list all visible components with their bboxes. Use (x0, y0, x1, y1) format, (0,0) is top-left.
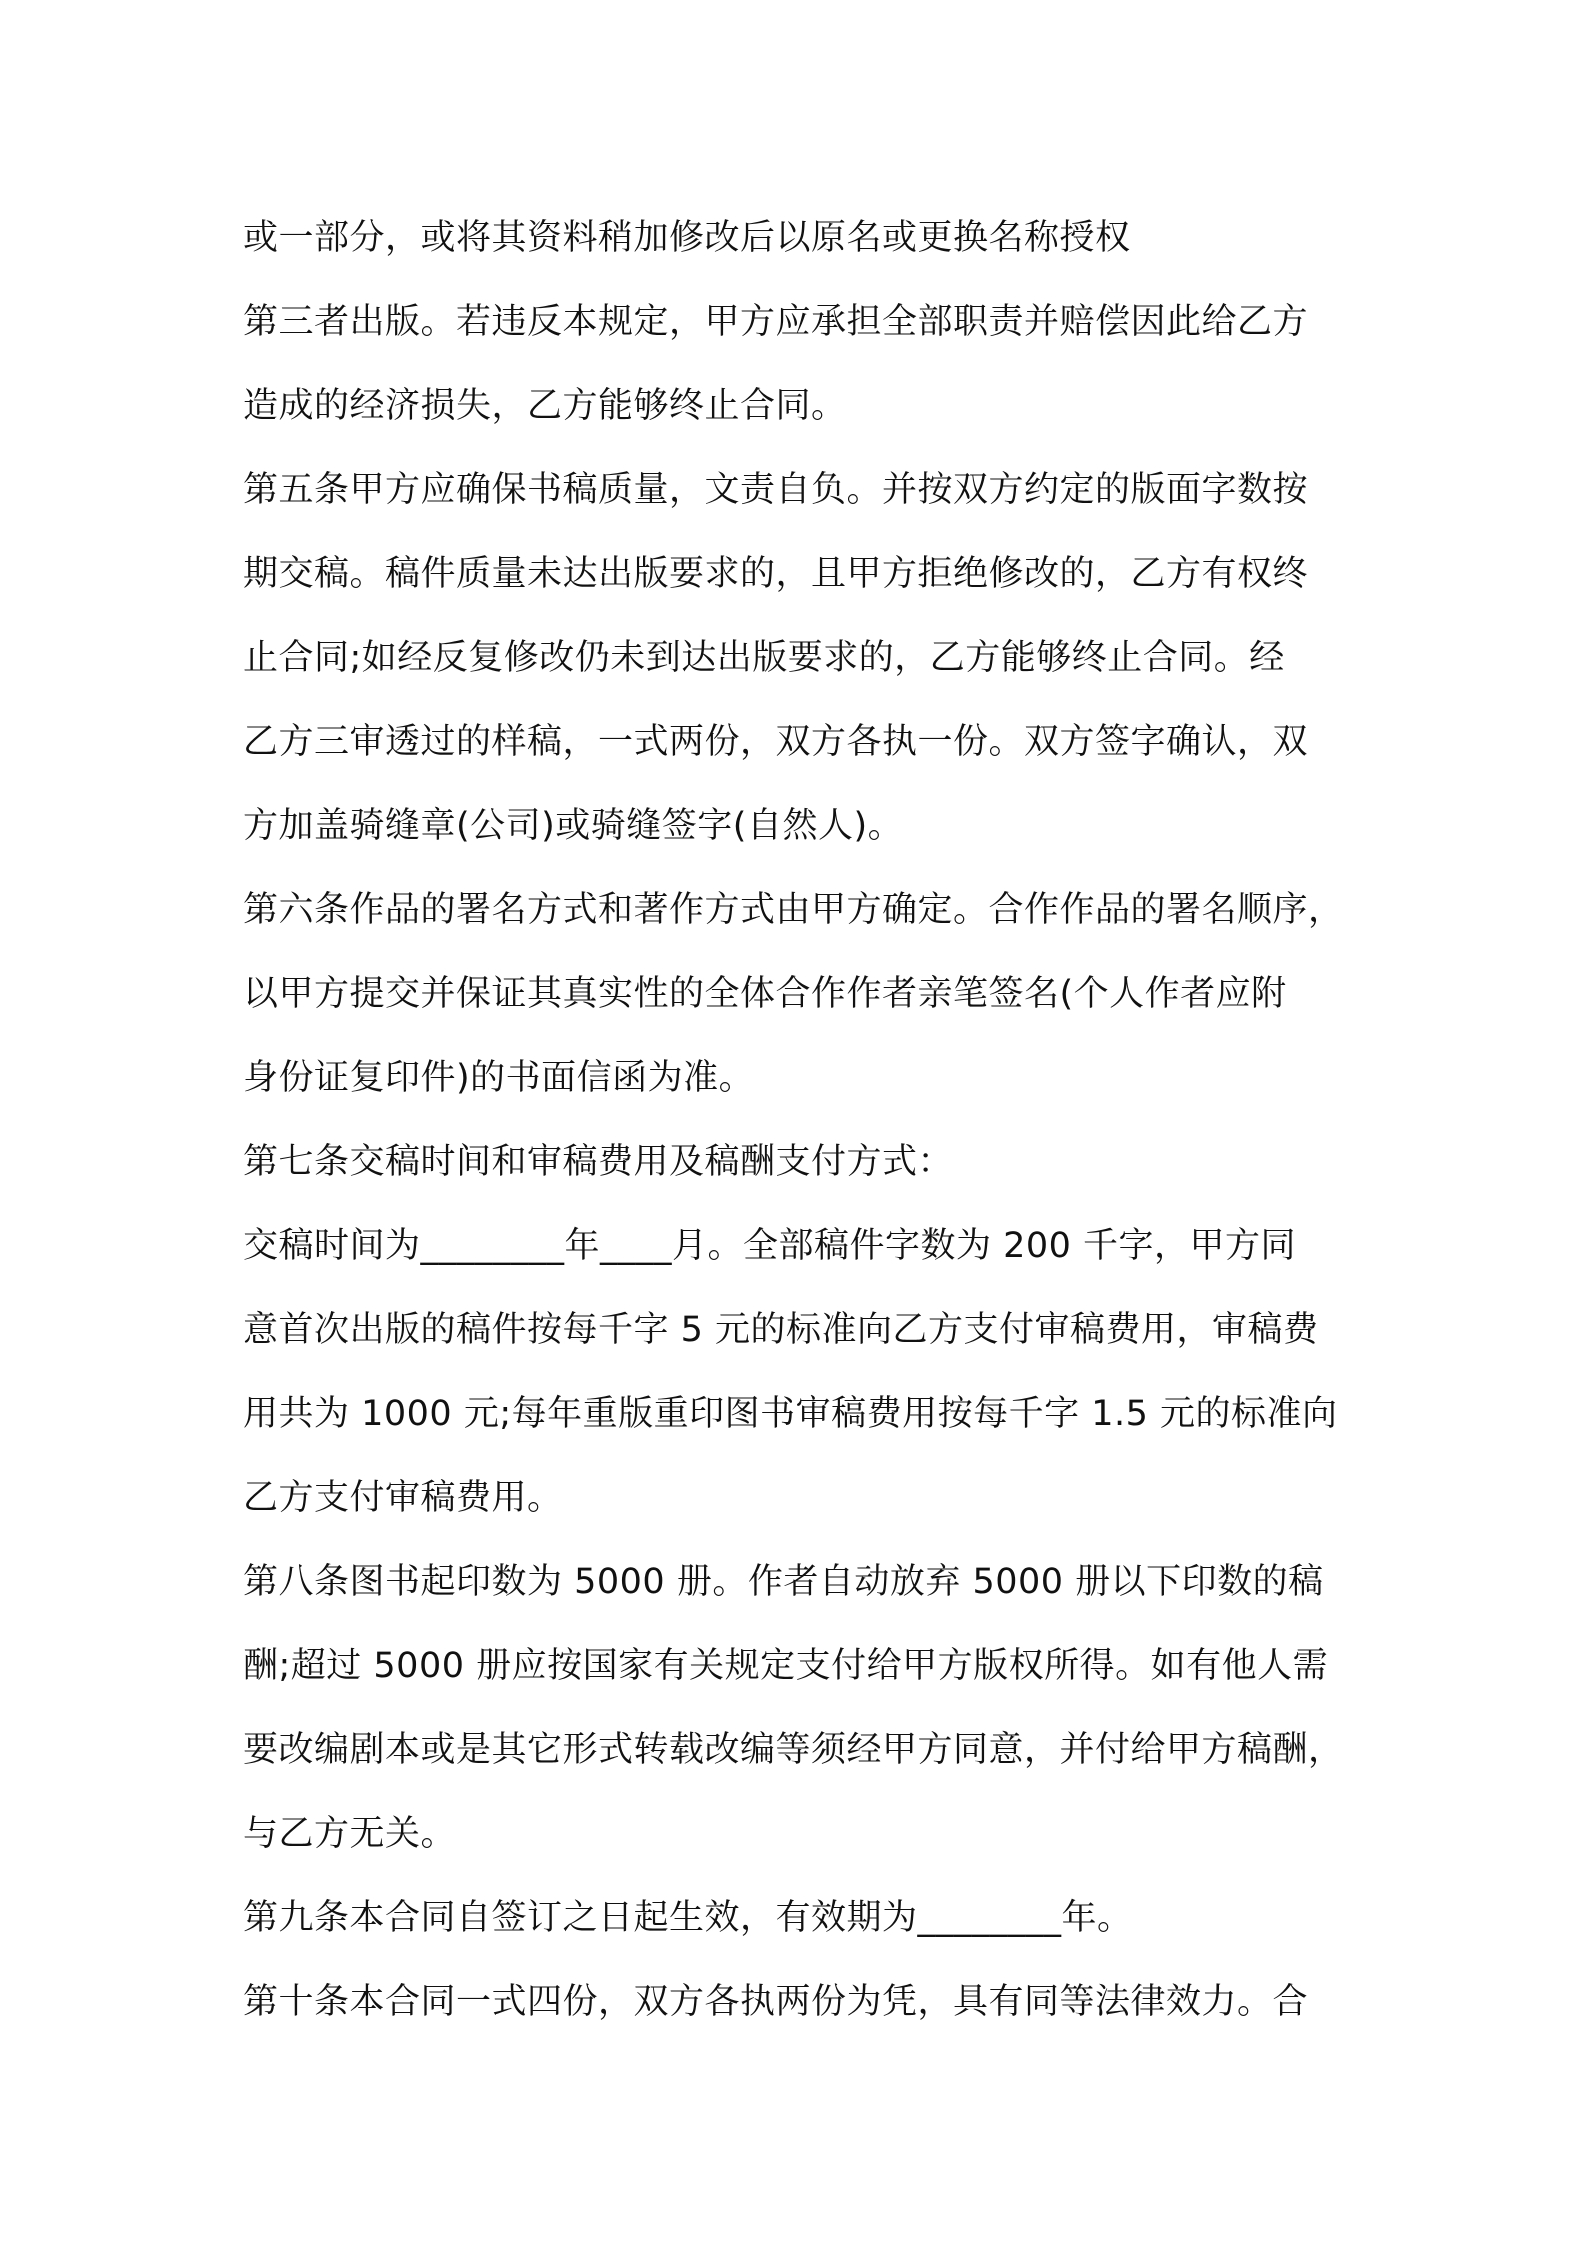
text-line: 造成的经济损失，乙方能够终止合同。 (243, 386, 847, 426)
text-line: 第十条本合同一式四份，双方各执两份为凭，具有同等法律效力。合 (243, 1982, 1309, 2022)
text-line: 与乙方无关。 (243, 1814, 457, 1854)
text-line: 乙方支付审稿费用。 (243, 1478, 563, 1518)
text-line: 意首次出版的稿件按每千字 5 元的标准向乙方支付审稿费用，审稿费 (243, 1310, 1319, 1350)
text-line: 或一部分，或将其资料稍加修改后以原名或更换名称授权 (243, 218, 1131, 258)
text-line: 身份证复印件)的书面信函为准。 (243, 1058, 755, 1098)
text-line: 交稿时间为________年____月。全部稿件字数为 200 千字，甲方同 (243, 1226, 1297, 1266)
text-line: 酬;超过 5000 册应按国家有关规定支付给甲方版权所得。如有他人需 (243, 1646, 1329, 1686)
document-body (243, 196, 1363, 2044)
text-line: 第七条交稿时间和审稿费用及稿酬支付方式： (243, 1142, 954, 1182)
text-line: 用共为 1000 元;每年重版重印图书审稿费用按每千字 1.5 元的标准向 (243, 1394, 1338, 1434)
text-line: 第五条甲方应确保书稿质量，文责自负。并按双方约定的版面字数按 (243, 470, 1309, 510)
text-line: 第六条作品的署名方式和著作方式由甲方确定。合作作品的署名顺序， (243, 890, 1344, 930)
text-line: 期交稿。稿件质量未达出版要求的，且甲方拒绝修改的，乙方有权终 (243, 554, 1309, 594)
text-line: 第三者出版。若违反本规定，甲方应承担全部职责并赔偿因此给乙方 (243, 302, 1309, 342)
text-line: 止合同;如经反复修改仍未到达出版要求的，乙方能够终止合同。经 (243, 638, 1285, 678)
text-line: 要改编剧本或是其它形式转载改编等须经甲方同意，并付给甲方稿酬， (243, 1730, 1344, 1770)
text-line: 乙方三审透过的样稿，一式两份，双方各执一份。双方签字确认，双 (243, 722, 1309, 762)
text-line: 方加盖骑缝章(公司)或骑缝签字(自然人)。 (243, 806, 904, 846)
text-line: 以甲方提交并保证其真实性的全体合作作者亲笔签名(个人作者应附 (243, 974, 1287, 1014)
text-line: 第八条图书起印数为 5000 册。作者自动放弃 5000 册以下印数的稿 (243, 1562, 1324, 1602)
text-line: 第九条本合同自签订之日起生效，有效期为________年。 (243, 1898, 1133, 1938)
